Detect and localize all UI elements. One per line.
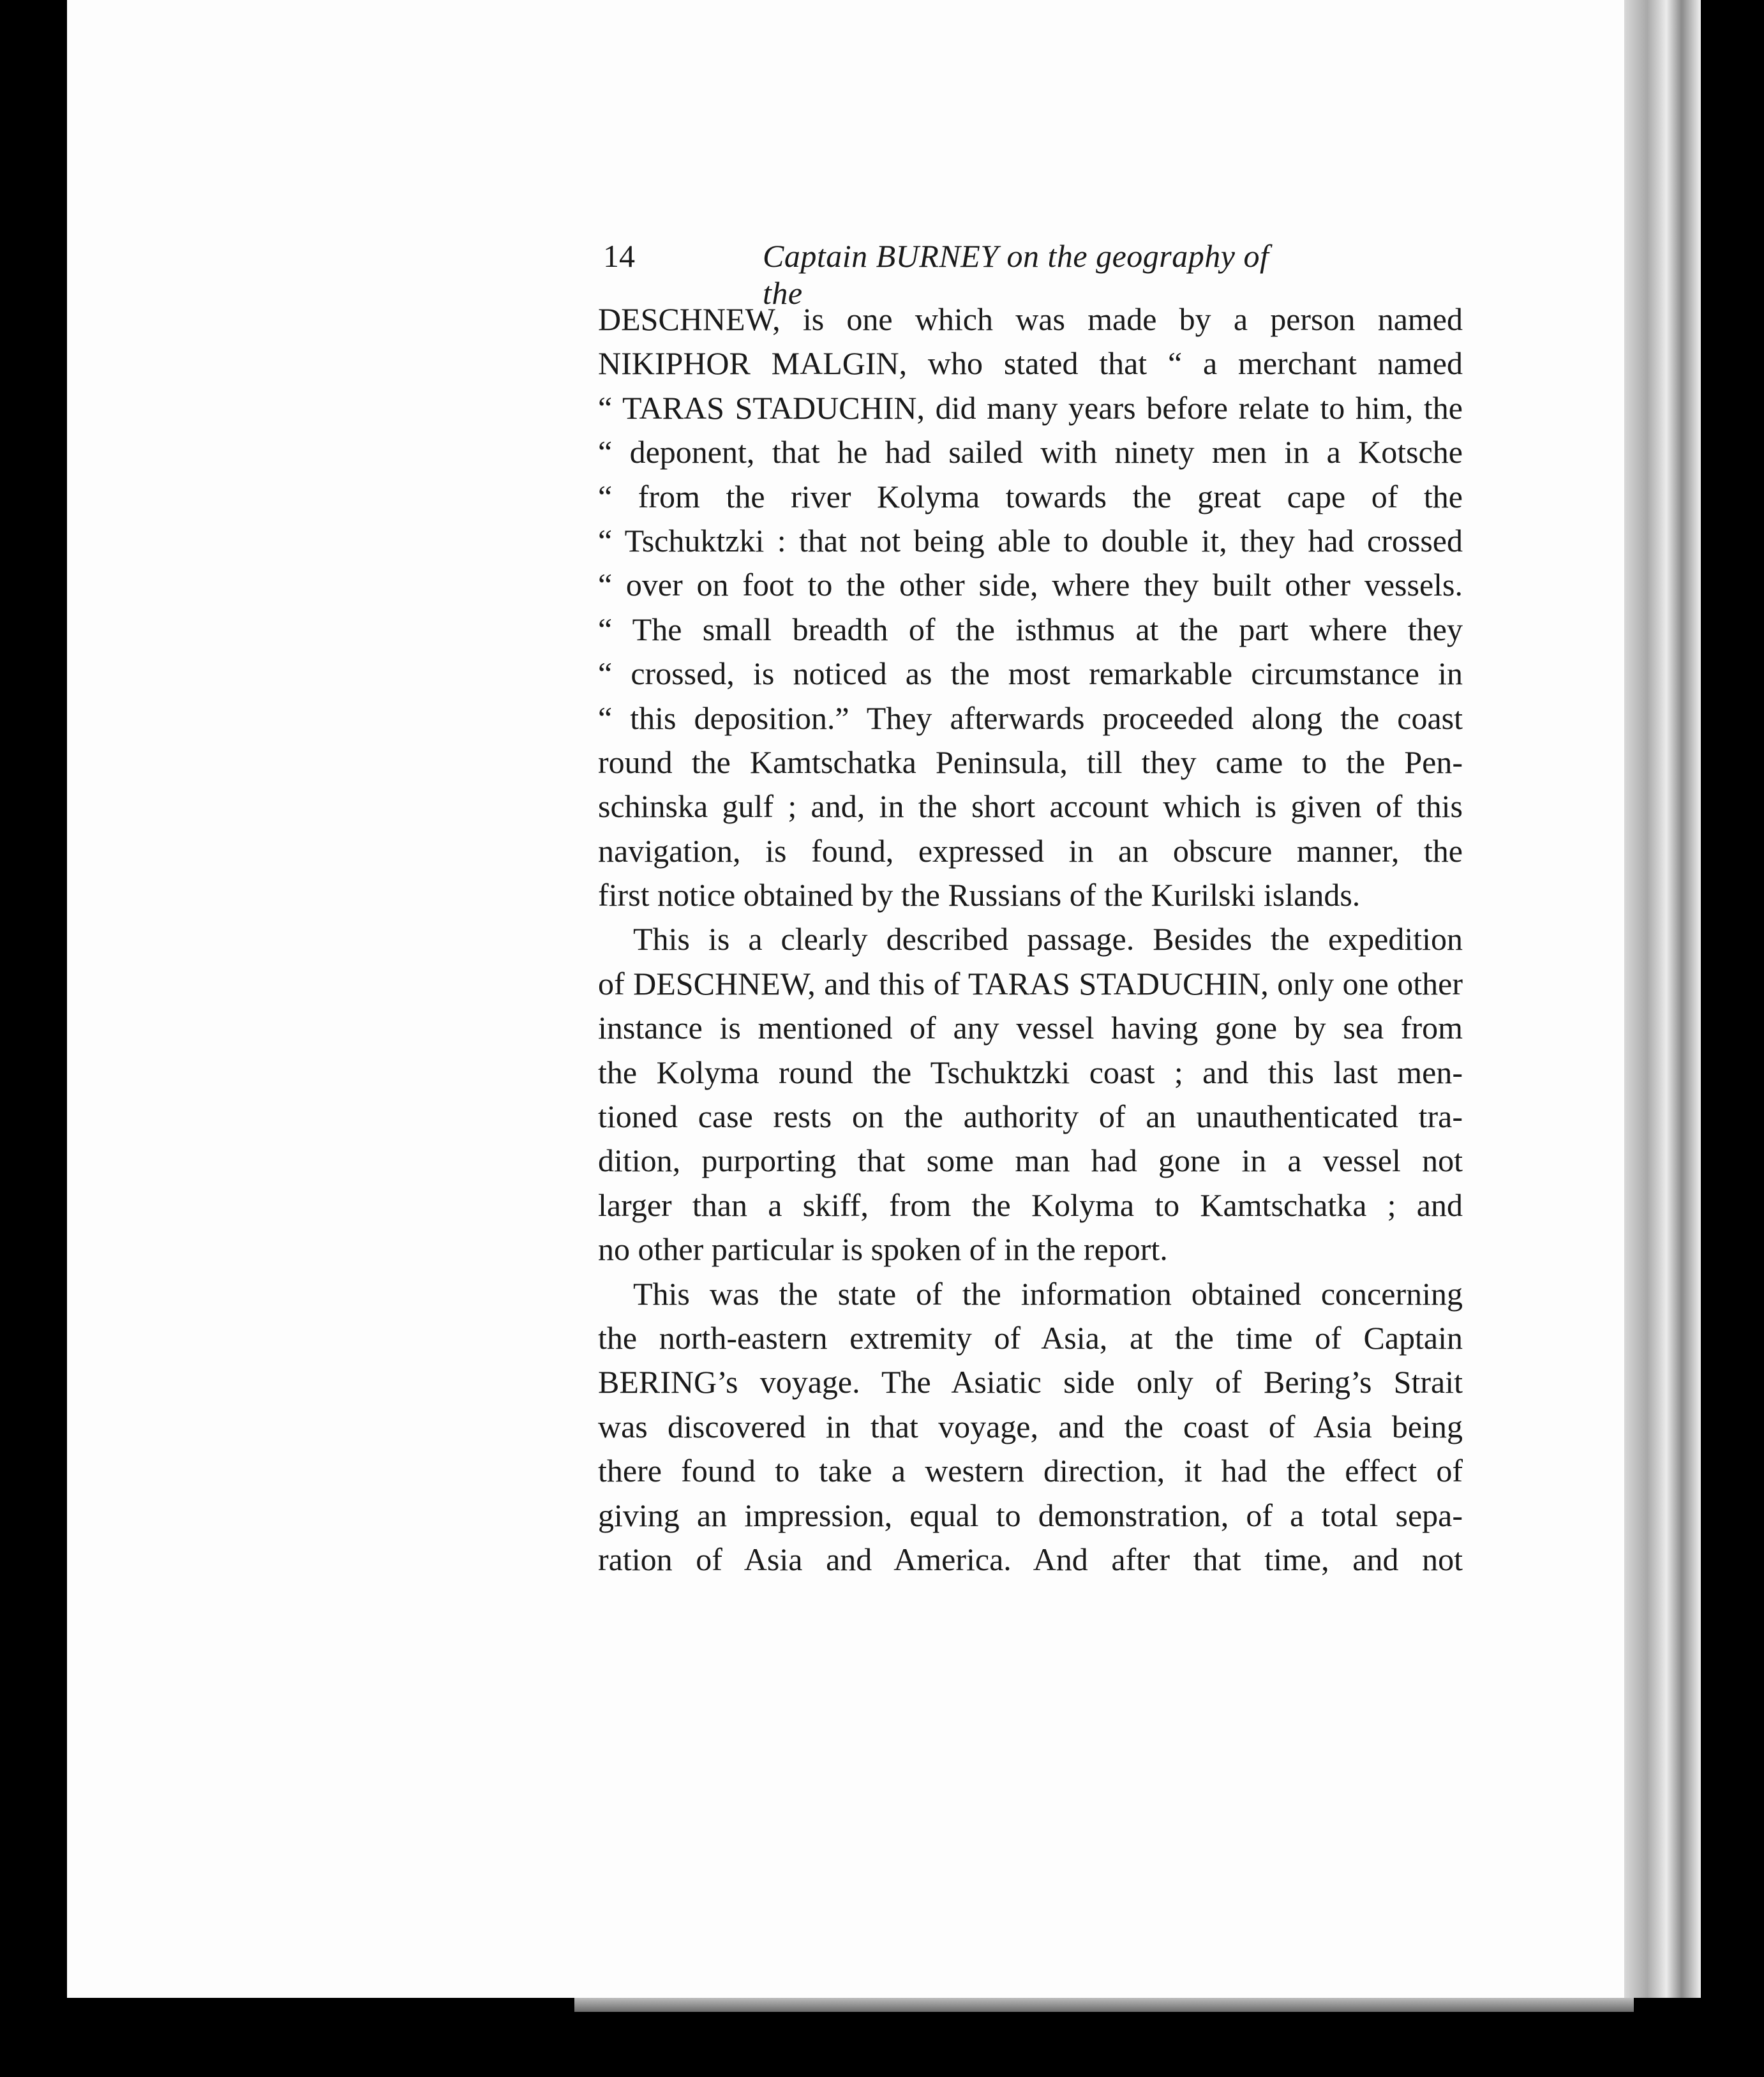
text-line: there found to take a western direction, it had the effect of: [598, 1453, 1463, 1489]
text-line: larger than a skiff, from the Kolyma to Kamtschatka ; and: [598, 1187, 1463, 1223]
text-line: no other particular is spoken of in the report.: [598, 1231, 1168, 1268]
text-line: “ over on foot to the other side, where they built other vessels.: [598, 567, 1463, 603]
text-line: DESCHNEW, is one which was made by a person named: [598, 301, 1463, 337]
text-line: BERING’s voyage. The Asiatic side only of Bering’s Strait: [598, 1364, 1463, 1400]
text-line: “ from the river Kolyma towards the great cape of the: [598, 478, 1463, 514]
paragraph-start-line: This was the state of the information obtained concerning: [633, 1275, 1463, 1312]
text-line: navigation, is found, expressed in an obscure manner, the: [598, 832, 1463, 869]
book-page: [67, 0, 1624, 1998]
text-line: first notice obtained by the Russians of the Kurilski islands.: [598, 877, 1361, 913]
text-line: “ crossed, is noticed as the most remarkable circumstance in: [598, 656, 1463, 692]
page-bottom-edge: [574, 1998, 1634, 2012]
body-text: [598, 297, 1463, 1582]
text-line: NIKIPHOR MALGIN, who stated that “ a merchant named: [598, 345, 1463, 382]
paragraph-start-line: This is a clearly described passage. Besides the expedition: [633, 921, 1463, 957]
text-line: ration of Asia and America. And after that time, and not: [598, 1541, 1463, 1577]
text-line: tioned case rests on the authority of an unauthenticated tra-: [598, 1098, 1463, 1135]
text-line: “ Tschuktzki : that not being able to double it, they had crossed: [598, 522, 1463, 559]
text-line: “ The small breadth of the isthmus at the part where they: [598, 611, 1463, 647]
text-line: was discovered in that voyage, and the coast of Asia being: [598, 1408, 1463, 1444]
text-line: of DESCHNEW, and this of TARAS STADUCHIN, only one other: [598, 965, 1463, 1001]
text-line: “ TARAS STADUCHIN, did many years before relate to him, the: [598, 389, 1463, 426]
running-head: [603, 237, 1305, 311]
text-line: round the Kamtschatka Peninsula, till they came to the Pen-: [598, 744, 1463, 780]
text-line: schinska gulf ; and, in the short account which is given of this: [598, 788, 1463, 825]
text-line: giving an impression, equal to demonstration, of a total sepa-: [598, 1497, 1463, 1533]
page-number: 14: [603, 238, 635, 274]
text-line: “ this deposition.” They afterwards proceeded along the coast: [598, 700, 1463, 736]
running-head-title: Captain BURNEY on the geography of the: [763, 238, 1269, 311]
page-edge-shadow: [1624, 0, 1701, 1998]
text-line: “ deponent, that he had sailed with ninety men in a Kotsche: [598, 434, 1463, 470]
text-line: the Kolyma round the Tschuktzki coast ; and this last men-: [598, 1054, 1463, 1090]
text-line: dition, purporting that some man had gone in a vessel not: [598, 1143, 1463, 1179]
text-line: instance is mentioned of any vessel having gone by sea from: [598, 1010, 1463, 1046]
text-line: the north-eastern extremity of Asia, at the time of Captain: [598, 1319, 1463, 1356]
